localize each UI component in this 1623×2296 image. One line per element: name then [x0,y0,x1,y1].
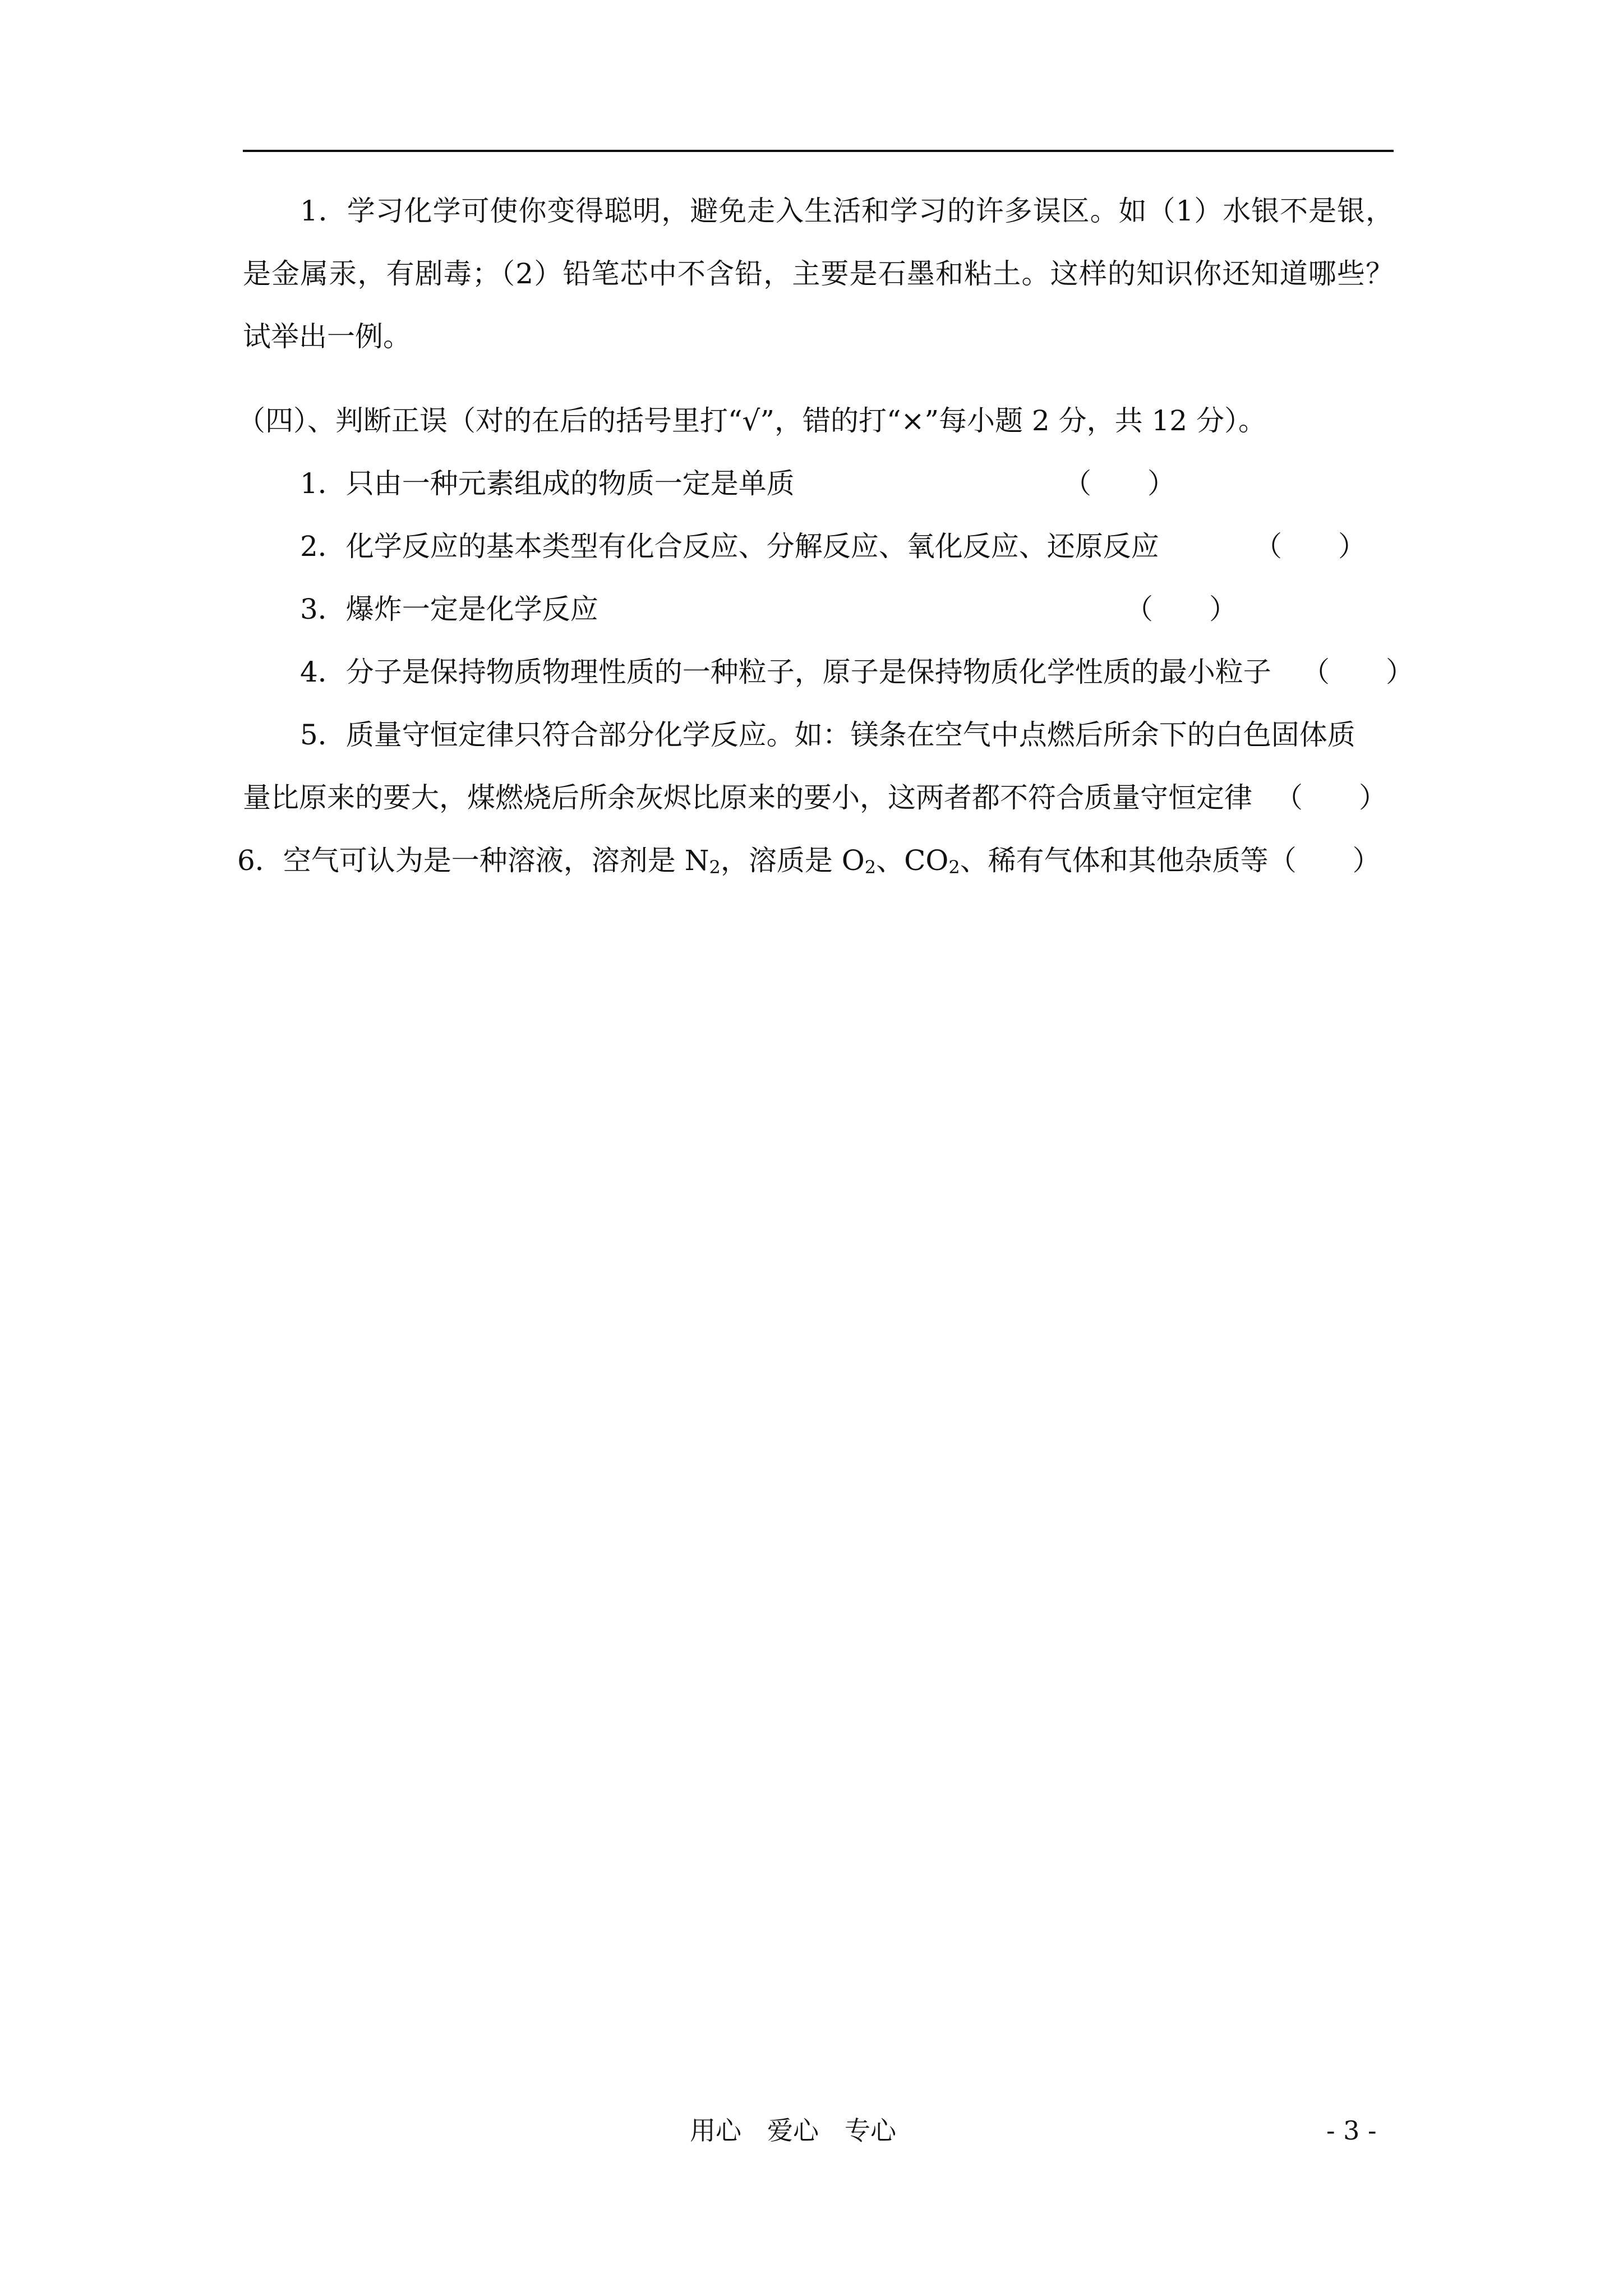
judgement-item-6-text-d: 、稀有气体和其他杂质等 [960,844,1269,877]
judgement-item-3: 3．爆炸一定是化学反应 [300,593,598,625]
judgement-item-5-line-2: 量比原来的要大，煤燃烧后所余灰烬比原来的要小，这两者都不符合质量守恒定律 [243,781,1252,814]
section-4-heading: （四）、判断正误（对的在后的括号里打“√”，错的打“×”每小题 2 分，共 12 分）。 [237,404,1267,437]
judgement-item-1: 1．只由一种元素组成的物质一定是单质 [300,467,795,500]
subscript-o2: 2 [864,857,877,878]
judgement-item-5-line-1: 5．质量守恒定律只符合部分化学反应。如：镁条在空气中点燃后所余下的白色固体质 [300,719,1355,751]
subscript-co2: 2 [948,857,960,878]
answer-paren-5[interactable]: （ ） [1275,781,1387,814]
footer-motto: 用心 爱心 专心 [690,2115,896,2146]
answer-paren-3[interactable]: （ ） [1125,593,1237,625]
question-1-text: 1．学习化学可使你变得聪明，避免走入生活和学习的许多误区。如（1）水银不是银，是金属汞，有剧毒；（2）铅笔芯中不含铅，主要是石墨和粘土。这样的知识你还知道哪些？试举出一例。 [243,195,1394,353]
judgement-item-2: 2．化学反应的基本类型有化合反应、分解反应、氧化反应、还原反应 [300,530,1159,563]
subscript-n2: 2 [709,857,721,878]
judgement-item-6-text-c: 、CO [876,844,949,877]
judgement-item-6-text-b: ，溶质是 O [720,844,865,877]
answer-paren-1[interactable]: （ ） [1063,467,1175,500]
answer-paren-2[interactable]: （ ） [1254,530,1366,563]
judgement-item-4: 4．分子是保持物质物理性质的一种粒子，原子是保持物质化学性质的最小粒子 [300,656,1271,688]
judgement-item-6 [237,844,1381,877]
page-number: - 3 - [1326,2115,1377,2146]
answer-paren-4[interactable]: （ ） [1302,656,1414,688]
judgement-item-6-text-a: 6．空气可认为是一种溶液，溶剂是 N [237,844,709,877]
answer-paren-6[interactable]: （ ） [1268,844,1381,877]
header-rule [243,150,1394,152]
